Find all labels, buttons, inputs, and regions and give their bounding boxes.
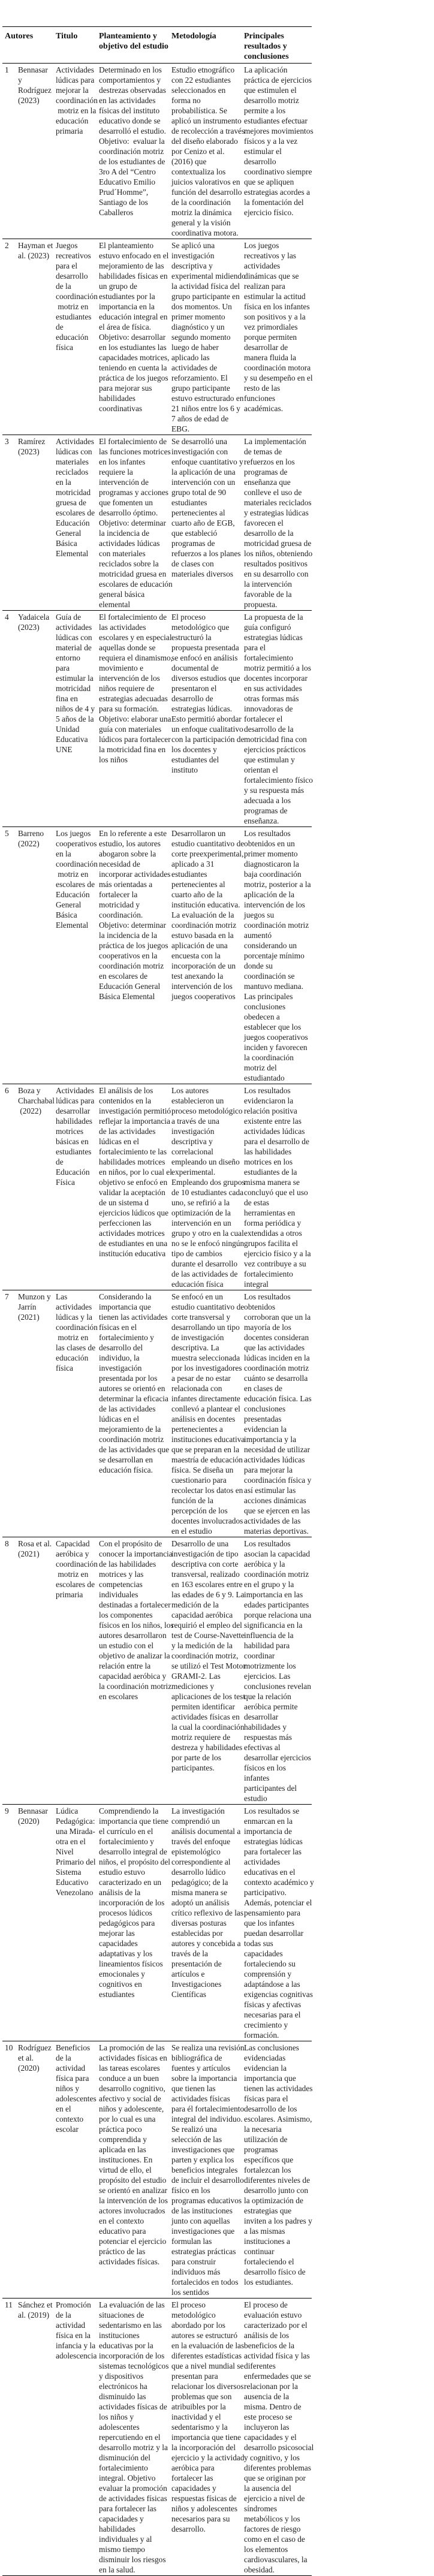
table-row (2, 1805, 312, 2041)
title-cell: Guía de actividades lúdicas con material de entorno para estimular la motricidad fina en niños de 4 y 5 años de la Unidad Educativa UNE (56, 613, 95, 754)
approach-cell: Considerando la importancia que tienen las actividades físicas en el fortalecimiento y desarrollo del individuo, la investigación presentada por los autores se orientó en determinar la eficacia de las actividades lúdicas en el mejoramiento de la coordinación motriz de las actividades que se desarrollan en educación física. (99, 1292, 170, 1474)
results-cell: La implementación de temas de refuerzos en los programas de enseñanza que conlleve el uso de materiales reciclados y estrategias lúdicas favorecen el desarrollo de la motricidad gruesa de los niños, obteniendo resultados positivos en su desarrollo con la intervención favorable de la propuesta. (244, 437, 313, 609)
authors-cell: Munzon y Jarrín (2021) (18, 1292, 51, 1322)
approach-cell: En lo referente a este estudio, los autores abogaron sobre la necesidad de incorporar actividades más orientadas a fortalecer la motricidad y coordinación. Objetivo: determinar la incidencia de la práctica de los juegos cooperativos en la coordinación motriz en escolares de Educación General Básica Elemental (99, 829, 171, 1001)
authors-cell: Rodríguez et al. (2020) (18, 2043, 52, 2073)
approach-cell: Con el propósito de conocer la importancia de las habilidades motrices y las competencias individuales destinadas a fortalecer los componentes físicos en los niños, los autores desarrollaron un estudio con el objetivo de analizar la relación entre la capacidad aeróbica y la coordinación motriz en escolares (99, 1539, 174, 1701)
methodology-cell: Se desarrolló una investigación con enfoque cuantitativo y la aplicación de una intervención con un grupo total de 90 estudiantes pertenecientes al cuarto año de EGB, que estableció programas de refuerzos a los planes de clases con materiales diversos (171, 437, 243, 578)
row-number: 2 (5, 241, 9, 250)
header-planteamiento: Planteamiento y objetivo del estudio (99, 32, 168, 51)
approach-cell: El fortalecimiento de las funciones motrices en los infantes requiere la intervención de programas y acciones que fomenten un desarrollo óptimo. Objetivo: determinar la incidencia de actividades lúdicas con materiales reciclados sobre la motricidad gruesa en escolares de educación general básica elemental (99, 437, 173, 609)
authors-cell: Ramírez (2023) (18, 437, 46, 456)
authors-cell: Yadaicela (2023) (18, 613, 50, 632)
authors-cell: Bennasar y Rodríguez (2023) (18, 65, 52, 105)
results-cell: Los juegos recreativos y las actividades dinámicas que se realizan para estimular la actitud física en los infantes son positivos y a la vez primordiales porque permiten desarrollar de manera fluida la coordinación motora y su desempeño en el resto de las funciones académicas. (244, 241, 313, 413)
results-cell: Los resultados asocian la capacidad aeróbica y la coordinación motriz en el grupo y la importancia en las edades participantes porque relaciona una significancia en la influencia de la habilidad para coordinar motrizmente los ejercicios. Las conclusiones revelan que la relación aeróbica permite desarrollar habilidades y respuestas más efectivas al desarrollar ejercicios físicos en los infantes participantes del estudio (244, 1539, 312, 1803)
title-cell: Juegos recreativos para el desarrollo de la coordinación motriz en estudiantes de educación física (56, 241, 98, 352)
approach-cell: El fortalecimiento de las actividades escolares y en especial aquellas donde se requiera el dinamismo, movimiento e intervención de los niños requiere de estrategias adecuadas para su formación. Objetivo: elaborar una guía con materiales lúdicos para fortalecer la motricidad fina en los niños (99, 613, 173, 764)
row-number: 7 (5, 1292, 9, 1301)
row-number: 4 (5, 613, 9, 622)
approach-cell: La evaluación de las situaciones de sedentarismo en las instituciones educativas por la incorporación de los sistemas tecnológicos y dispositivos electrónicos ha disminuido las actividades físicas de los niños y adolescentes repercutiendo en el desarrollo motriz y la disminución del fortalecimiento integral. Objetivo evaluar la promoción de actividades físicas para fortalecer las capacidades y habilidades individuales y al mismo tiempo disminuir los riesgos en la salud. (99, 2300, 169, 2574)
table-row (2, 1290, 312, 1537)
row-number: 1 (5, 65, 9, 74)
title-cell: Las actividades lúdicas y la coordinación motriz en las clases de educación física (56, 1292, 98, 1373)
title-cell: Capacidad aeróbica y coordinación motriz en escolares de primaria (56, 1539, 98, 1599)
methodology-cell: El proceso metodológico que estructuró la propuesta presentada se enfocó en análisis documental de diversos estudios que presentaron el desarrollo de estrategias lúdicas. Esto permitió abordar un enfoque cualitativo con la participación de los docentes y estudiantes del instituto (171, 613, 245, 774)
authors-cell: Rosa et al. (2021) (18, 1539, 52, 1558)
row-number: 8 (5, 1539, 9, 1548)
authors-cell: Sánchez et al. (2019) (18, 2300, 53, 2319)
table-body (2, 64, 312, 2576)
table-row (2, 1537, 312, 1805)
row-number: 9 (5, 1806, 9, 1815)
results-cell: El proceso de evaluación estuvo caracterizado por el análisis de los beneficios de la actividad física y las diferentes enfermedades que se relacionan por la ausencia de la misma. Dentro de este proceso se incluyeron las capacidades y el desarrollo psicosocial y cognitivo, y los diferentes problemas que se originan por la ausencia del ejercicio a nivel de síndromes metabólicos y los factores de riesgo como en el caso de los elementos cardiovasculares, la obesidad. (244, 2300, 314, 2574)
results-cell: La propuesta de la guía configuró estrategias lúdicas para el fortalecimiento motriz permitió a los docentes incorporar en sus actividades otras formas más innovadoras de fortalecer el desarrollo de la motricidad fina con ejercicios prácticos que estimulan y orientan el fortalecimiento físico y su respuesta más adecuada a los programas de enseñanza. (244, 613, 313, 825)
row-number: 3 (5, 437, 9, 446)
title-cell: Promoción de la actividad física en la infancia y la adolescencia (56, 2300, 97, 2360)
table-row (2, 2041, 312, 2299)
header-resultados: Principales resultados y conclusiones (244, 32, 289, 61)
table-row (2, 611, 312, 827)
title-cell: Beneficios de la actividad física para niños y adolescentes en el contexto escolar (56, 2043, 97, 2134)
authors-cell: Bennasar (2020) (18, 1806, 48, 1826)
results-cell: Las conclusiones evidenciadas evidencian la importancia que tienen las actividades físicas para el desarrollo de los escolares. Asimismo, la necesaria utilización de programas específicos que fortalezcan los diferentes niveles de desarrollo junto con la optimización de estrategias que inviten a los padres y a las mismas instituciones a continuar fortaleciendo el desarrollo físico de los estudiantes. (244, 2043, 313, 2287)
title-cell: Actividades lúdicas con materiales reciclados en la motricidad gruesa de escolares de Educación General Básica Elemental (56, 437, 95, 558)
table-row (2, 64, 312, 239)
methodology-cell: Se realiza una revisión bibliográfica de fuentes y artículos sobre la importancia que tienen las actividades físicas para él fortalecimiento integral del individuo. Se realizó una selección de las investigaciones que parten y explica los beneficios integrales de incluir el desarrollo físico en los programas educativos de las instituciones junto con aquellas investigaciones que formulan las estrategias prácticas para construir individuos más fortalecidos en todos los sentidos (171, 2043, 245, 2297)
approach-cell: La promoción de las actividades físicas en las tareas escolares conduce a un buen desarrollo cognitivo, afectivo y social de niños y adolescente, por lo cual es una práctica poco comprendida y aplicada en las instituciones. En virtud de ello, el propósito del estudio se orientó en analizar la intervención de los actores involucrados en el contexto educativo para potenciar el ejercicio práctico de las actividades físicas. (99, 2043, 168, 2266)
row-number: 11 (5, 2300, 13, 2309)
row-number: 5 (5, 829, 9, 838)
authors-cell: Barreno (2022) (18, 829, 44, 848)
methodology-cell: Estudio etnográfico con 22 estudiantes seleccionados en forma no probabilística. Se aplicó un instrumento de recolección a través del diseño elaborado por Cenizo et al. (2016) que contextualiza los juicios valorativos en función del desarrollo de la coordinación motriz la dinámica general y la visión coordinativa motora. (171, 65, 245, 237)
approach-cell: El planteamiento estuvo enfocado en el mejoramiento de las habilidades físicas en un grupo de estudiantes por la importancia en la educación integral en el área de física. Objetivo: desarrollar en los estudiantes las capacidades motrices, teniendo en cuenta la práctica de los juegos para mejorar sus habilidades coordinativas (99, 241, 170, 413)
results-cell: Los resultados se enmarcan en la importancia de estrategias lúdicas para fortalecer las actividades educativas en el contexto académico y participativo. Además, potenciar el pensamiento para que los infantes puedan desarrollar todas sus capacidades fortaleciendo su comprensión y adaptándose a las exigencias cognitivas físicas y afectivas necesarias para el crecimiento y formación. (244, 1806, 314, 2040)
row-number: 6 (5, 1086, 9, 1095)
authors-cell: Boza y Charchabal (2022) (18, 1086, 55, 1115)
approach-cell: Determinado en los comportamientos y destrezas observadas en las actividades físicas del instituto educativo donde se desarrolló el estudio. Objetivo: evaluar la coordinación motriz de los estudiantes de 3ro A del “Centro Educativo Emilio Prud´Homme”, Santiago de los Caballeros (99, 65, 166, 217)
title-cell: Actividades lúdicas para mejorar la coordinación motriz en la educación primaria (56, 65, 98, 135)
header-titulo: Titulo (56, 32, 78, 41)
methodology-cell: Los autores establecieron un proceso metodológico a través de una investigación descriptiva y correlacional empleando un diseño experimental. Empleando dos grupos de 10 estudiantes cada uno, se refirió a la optimización de la intervención en un grupo y otro en la cual no se le enfocó ningún tipo de cambios durante el desarrollo de las actividades de educación física (171, 1086, 245, 1289)
header-metodologia: Metodología (171, 32, 216, 41)
table-row (2, 2299, 312, 2576)
title-cell: Actividades lúdicas para desarrollar habilidades motrices básicas en estudiantes de Educación Física (56, 1086, 95, 1187)
methodology-cell: Desarrollo de una investigación de tipo descriptiva con corte transversal, realizado en 163 escolares entre las edades de 6 y 9. La medición de la capacidad aeróbica requirió el empleo del test de Course-Navette y la medición de la coordinación motriz, se utilizó el Test Motor GRAMI-2. Las mediciones y aplicaciones de los test permiten identificar actividades físicas en la cual la coordinación motriz requiere de destreza y habilidades por parte de los participantes. (171, 1539, 246, 1772)
results-cell: Los resultados evidenciaron la relación positiva existente entre las actividades lúdicas para el desarrollo de las habilidades motrices en los estudiantes de la misma manera se concluyó que el uso de estas herramientas en forma periódica y extendidas a otros grupos facilita el ejercicio físico y a la vez contribuye a su fortalecimiento integral (244, 1086, 311, 1289)
approach-cell: Comprendiendo la importancia que tiene el currículo en el fortalecimiento y desarrollo integral de niños, el propósito del estudio estuvo caracterizado en un análisis de la incorporación de los procesos lúdicos pedagógicos para mejorar las capacidades adaptativas y los lineamientos físicos emocionales y cognitivos en estudiantes (99, 1806, 171, 1999)
methodology-cell: Se enfocó en un estudio cuantitativo de corte transversal y desarrollando un tipo de investigación descriptiva. La muestra seleccionada por los investigadores a pesar de no estar relacionada con infantes directamente conllevó a plantear el análisis en docentes pertenecientes a instituciones educativa que se preparan en la maestría de educación física. Se diseña un cuestionario para recolectar los datos en función de la percepción de los docentes involucrados en el estudio (171, 1292, 245, 1536)
table-row (2, 1084, 312, 1290)
table-row (2, 827, 312, 1084)
results-cell: La aplicación práctica de ejercicios que estimulen el desarrollo motriz permite a los estudiantes efectuar mejores movimientos físicos y a la vez estimular el desarrollo coordinativo siempre que se apliquen estrategias acordes a la fomentación del ejercicio físico. (244, 65, 314, 217)
title-cell: Los juegos cooperativos en la coordinación motriz en escolares de Educación General Básica Elemental (56, 829, 98, 930)
title-cell: Lúdica Pedagógica: una Mirada- otra en el Nivel Primario del Sistema Educativo Venezolano (56, 1806, 96, 1897)
methodology-cell: La investigación comprendió un análisis documental a través del enfoque epistemológico correspondiente al desarrollo lúdico pedagógico; de la misma manera se adoptó un análisis crítico reflexivo de las diversas posturas establecidas por autores y concebida a través de la presentación de artículos e Investigaciones Científicas (171, 1806, 244, 1999)
row-number: 10 (5, 2043, 13, 2052)
header-autores: Autores (5, 32, 34, 41)
methodology-cell: Desarrollaron un estudio cuantitativo de corte preexperimental, aplicado a 31 estudiantes pertenecientes al cuarto año de la institución educativa. La evaluación de la coordinación motriz estuvo basada en la aplicación de una encuesta con la incorporación de un test anexando la intervención de los juegos cooperativos (171, 829, 245, 1001)
literature-review-table (2, 26, 312, 2576)
methodology-cell: El proceso metodológico abordado por los autores se estructuró en la evaluación de las diferentes estadísticas que a nivel mundial se presentan para relacionar los diversos problemas que son atribuibles por la inactividad y el sedentarismo y la importancia que tiene la incorporación del ejercicio y la actividad aeróbica para fortalecer las capacidades y respuestas físicas de niños y adolescentes necesarios para su desarrollo. (171, 2300, 245, 2533)
authors-cell: Hayman et al. (2023) (18, 241, 53, 260)
methodology-cell: Se aplicó una investigación descriptiva y experimental midiendo la actividad física del grupo participante en dos momentos. Un primer momento diagnóstico y un segundo momento luego de haber aplicado las actividades de reforzamiento. El grupo participante estuvo estructurado en 21 niños entre los 6 y 7 años de edad de EBG. (171, 241, 246, 433)
table-header-row (2, 27, 312, 64)
results-cell: Los resultados obtenidos en un primer momento diagnosticaron la baja coordinación motriz, posterior a la aplicación de la intervención de los juegos su coordinación motriz aumentó considerando un porcentaje mínimo donde su coordinación se mantuvo mediana. Las principales conclusiones obedecen a establecer que los juegos cooperativos inciden y favorecen la coordinación motriz del estudiantado (244, 829, 311, 1082)
table-row (2, 435, 312, 611)
approach-cell: El análisis de los contenidos en la investigación permitió reflejar la importancia de las actividades lúdicas en el fortalecimiento te las habilidades motrices en niños, por lo cual el objetivo se enfocó en validar la aceptación de un sistema d ejercicios lúdicos que perfeccionen las actividades motrices de estudiantes en una institución educativa (99, 1086, 172, 1258)
results-cell: Los resultados obtenidos corroboran que un la mayoría de los docentes consideran que las actividades lúdicas inciden en la coordinación motriz cuánto se desarrolla en clases de educación física. Las conclusiones presentadas evidencian la importancia y la necesidad de utilizar actividades lúdicas para mejorar la coordinación física y así estimular las acciones dinámicas que se ejercen en las actividades de las materias deportivas. (244, 1292, 312, 1536)
table-row (2, 239, 312, 435)
